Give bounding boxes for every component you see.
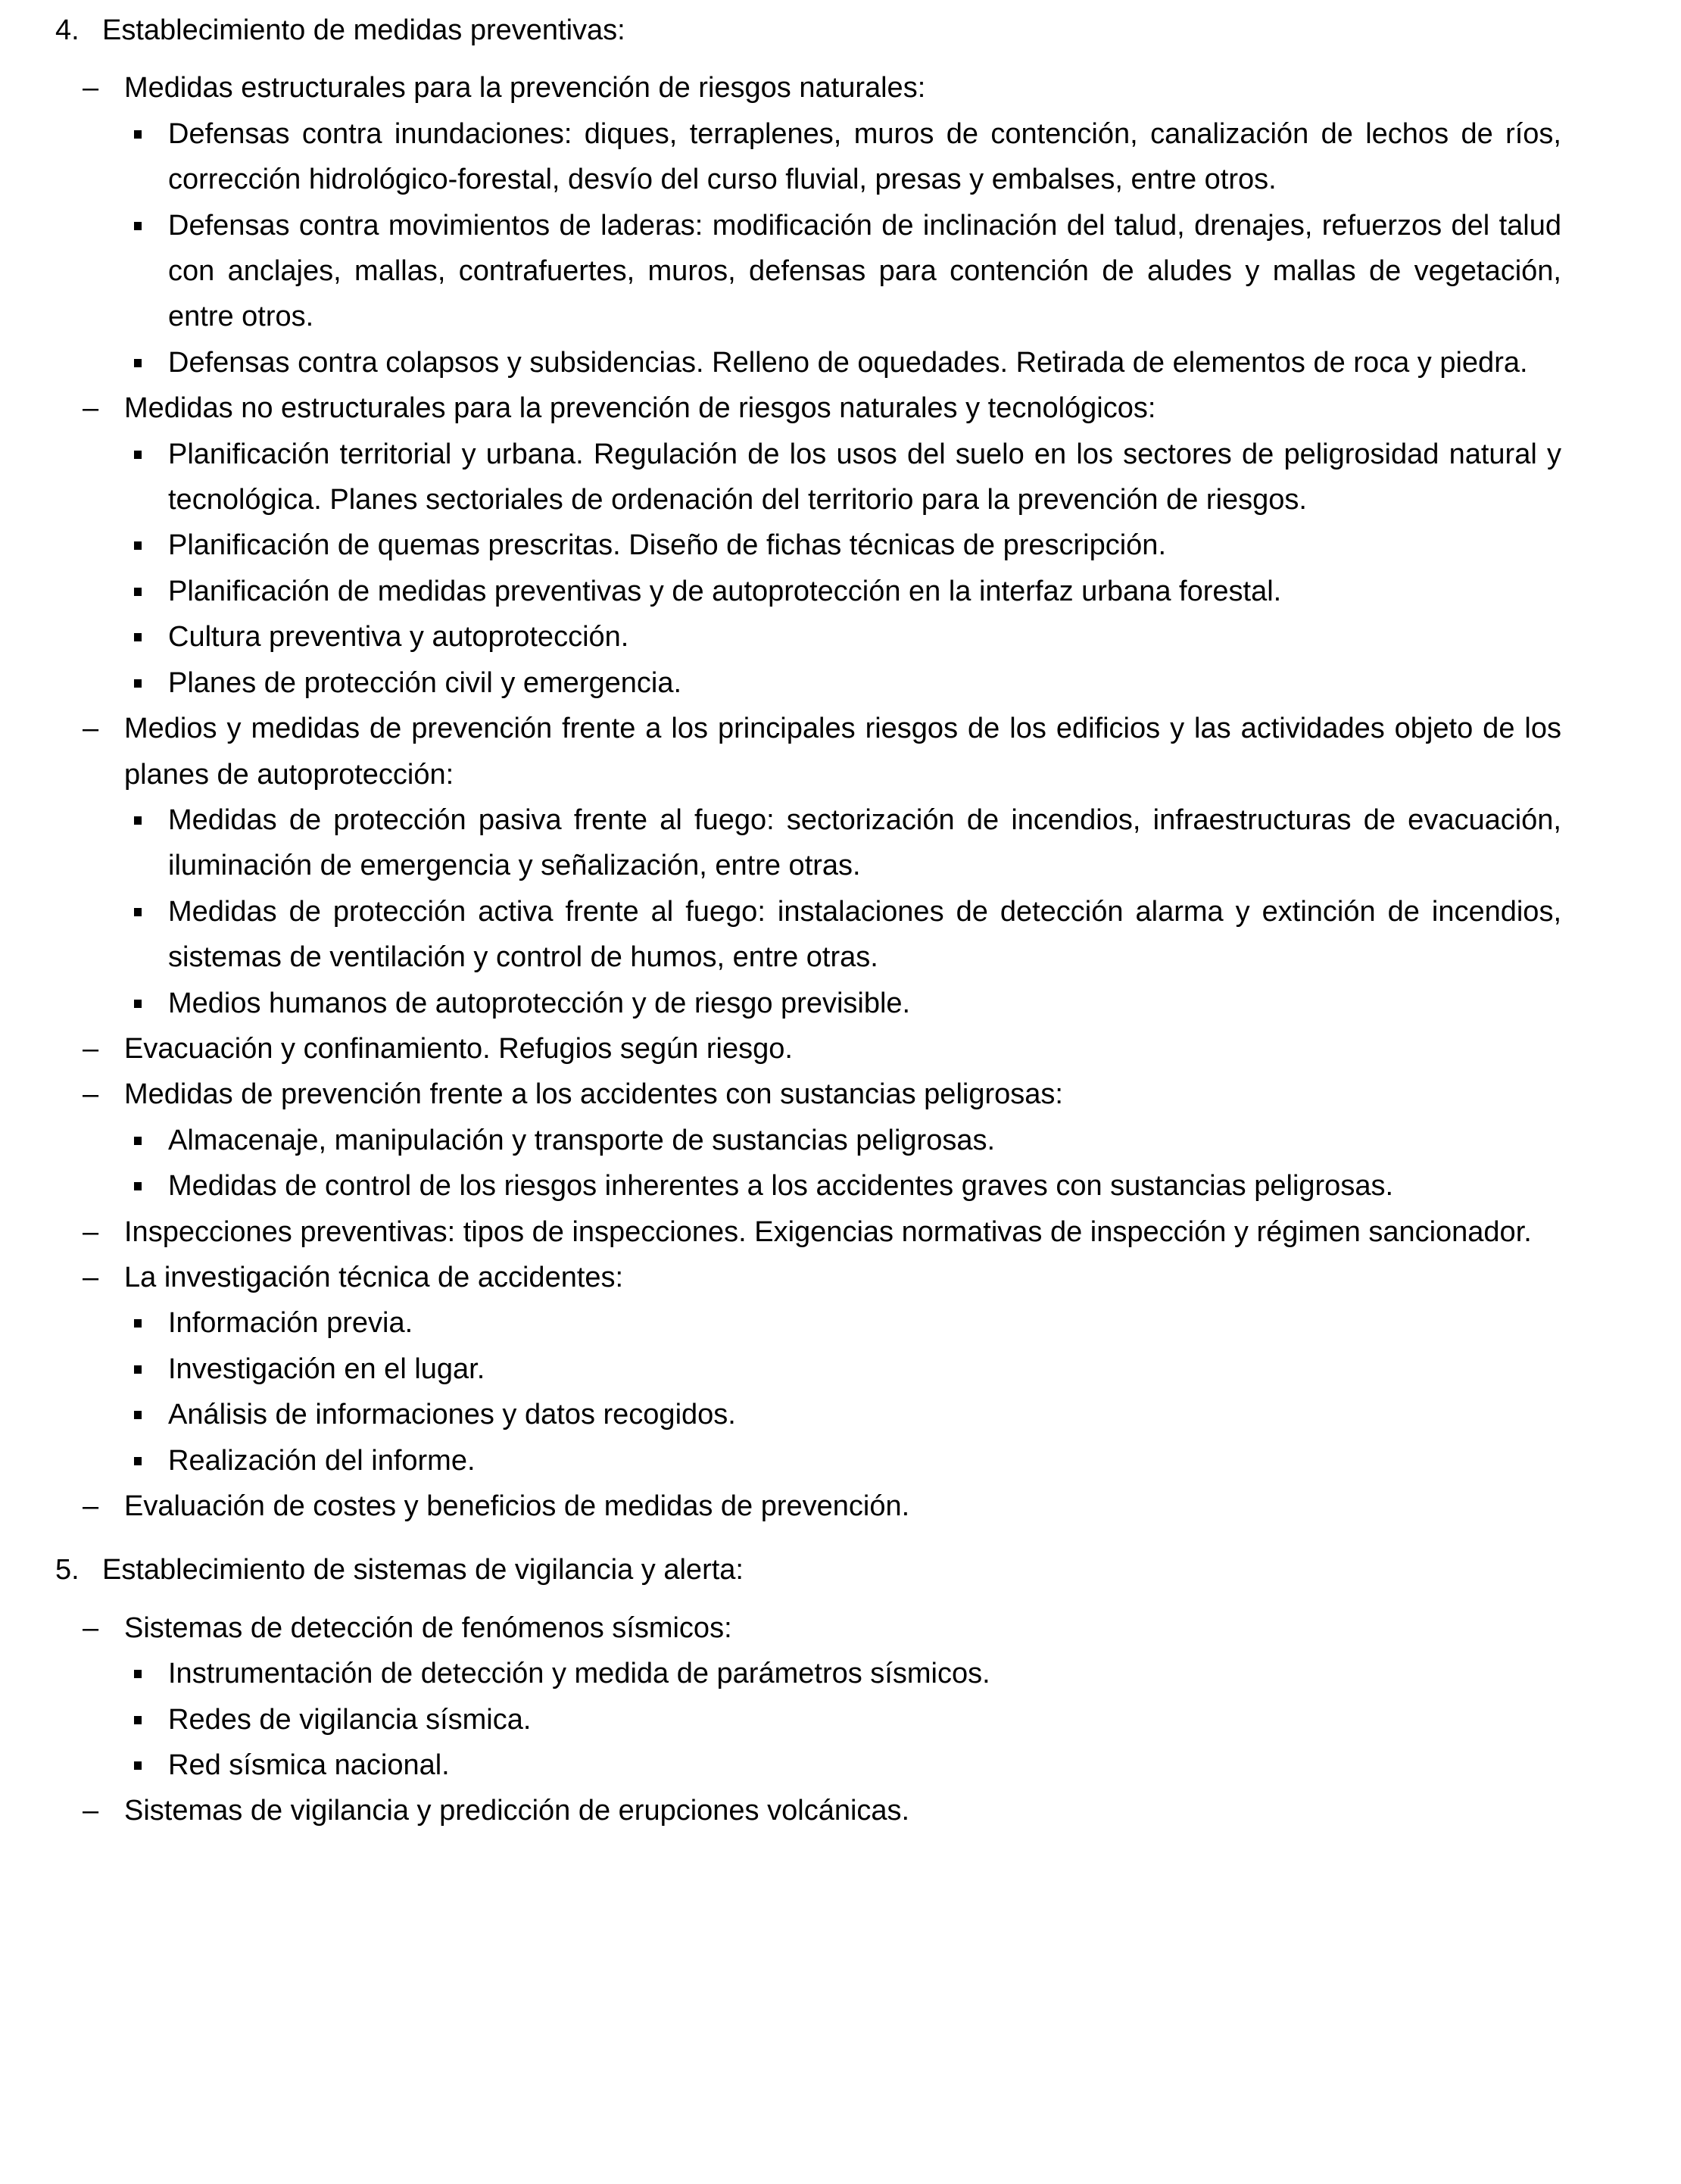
square-bullet-icon: [134, 359, 142, 367]
bullet-item-text: Investigación en el lugar.: [168, 1353, 485, 1385]
document-page: [0, 8, 1681, 1834]
bullet-item-text: Defensas contra movimientos de laderas: modificación de inclinación del talud, drenajes, refuerzos del talud con anclajes, mallas, contrafuertes, muros, defensas para contención de aludes y mallas de vegetación, entre otros.: [168, 209, 1561, 333]
bullet-item: [124, 340, 1561, 385]
bullet-item-text: Redes de vigilancia sísmica.: [168, 1703, 532, 1736]
bullet-item: [124, 660, 1561, 706]
bullet-item: [124, 1300, 1561, 1346]
bullet-item: [124, 1697, 1561, 1743]
section-number: 5.: [55, 1554, 80, 1587]
square-bullet-icon: [134, 633, 142, 641]
bullet-item: [124, 1346, 1561, 1392]
bullet-item-text: Medidas de protección activa frente al fuego: instalaciones de detección alarma y extinción de incendios, sistemas de ventilación y control de humos, entre otras.: [168, 895, 1561, 974]
dash-item-text: Inspecciones preventivas: tipos de inspecciones. Exigencias normativas de inspección y régimen sancionador.: [124, 1215, 1532, 1248]
bullet-item-text: Información previa.: [168, 1307, 413, 1340]
section: [0, 8, 1561, 1529]
square-bullet-icon: [134, 679, 142, 688]
dash-item: [83, 1605, 1561, 1789]
section-title: Establecimiento de medidas preventivas:: [102, 14, 625, 46]
bullet-item-text: Planificación de quemas prescritas. Diseño de fichas técnicas de prescripción.: [168, 529, 1166, 562]
section-title: Establecimiento de sistemas de vigilancia y alerta:: [102, 1554, 744, 1587]
bullet-item-text: Planificación de medidas preventivas y de autoprotección en la interfaz urbana forestal.: [168, 575, 1282, 607]
dash-item-text: Evaluación de costes y beneficios de medidas de prevención.: [124, 1490, 910, 1522]
square-bullet-icon: [134, 451, 142, 459]
bullet-item-text: Análisis de informaciones y datos recogidos.: [168, 1399, 736, 1431]
square-bullet-icon: [134, 588, 142, 596]
square-bullet-icon: [134, 541, 142, 550]
bullet-item: [124, 889, 1561, 981]
bullet-item-text: Medidas de protección pasiva frente al fuego: sectorización de incendios, infraestructuras de evacuación, iluminación de emergencia y señalización, entre otras.: [168, 803, 1561, 882]
dash-item-text: Medidas no estructurales para la prevención de riesgos naturales y tecnológicos:: [124, 392, 1156, 425]
dash-marker: –: [83, 1078, 99, 1111]
dash-item: [83, 385, 1561, 706]
section: [0, 1547, 1561, 1833]
dash-marker: –: [83, 1795, 99, 1827]
bullet-item-text: Instrumentación de detección y medida de parámetros sísmicos.: [168, 1658, 990, 1690]
section-number: 4.: [55, 14, 80, 46]
dash-item: [83, 1209, 1561, 1255]
dash-item-text: Evacuación y confinamiento. Refugios según riesgo.: [124, 1032, 793, 1065]
square-bullet-icon: [134, 1761, 142, 1770]
dash-item: [83, 1484, 1561, 1529]
bullet-item: [124, 1651, 1561, 1696]
bullet-item: [124, 432, 1561, 523]
bullet-item: [124, 981, 1561, 1026]
square-bullet-icon: [134, 1000, 142, 1008]
bullet-item-text: Planificación territorial y urbana. Regulación de los usos del suelo en los sectores de peligrosidad natural y tecnológica. Planes sectoriales de ordenación del territorio para la prevención de riesgos.: [168, 438, 1561, 516]
dash-marker: –: [83, 1611, 99, 1644]
bullet-item: [124, 203, 1561, 340]
square-bullet-icon: [134, 1137, 142, 1145]
bullet-item-text: Cultura preventiva y autoprotección.: [168, 621, 629, 654]
bullet-item: [124, 1163, 1561, 1209]
bullet-item: [124, 1438, 1561, 1484]
bullet-item-text: Defensas contra colapsos y subsidencias. Relleno de oquedades. Retirada de elementos de roca y piedra.: [168, 346, 1528, 379]
bullet-item-text: Defensas contra inundaciones: diques, terraplenes, muros de contención, canalización de lechos de ríos, corrección hidrológico-forestal, desvío del curso fluvial, presas y embalses, entre otros.: [168, 117, 1561, 196]
dash-item-text: Sistemas de vigilancia y predicción de erupciones volcánicas.: [124, 1795, 910, 1827]
square-bullet-icon: [134, 1319, 142, 1328]
bullet-item-text: Planes de protección civil y emergencia.: [168, 666, 682, 699]
bullet-item: [124, 797, 1561, 889]
dash-item: [83, 1788, 1561, 1833]
square-bullet-icon: [134, 1670, 142, 1678]
bullet-item-text: Medios humanos de autoprotección y de riesgo previsible.: [168, 987, 911, 1019]
dash-item-text: Medios y medidas de prevención frente a los principales riesgos de los edificios y las actividades objeto de los planes de autoprotección:: [124, 713, 1561, 791]
dash-marker: –: [83, 713, 99, 745]
square-bullet-icon: [134, 1411, 142, 1419]
bullet-item: [124, 569, 1561, 614]
square-bullet-icon: [134, 908, 142, 916]
bullet-item: [124, 523, 1561, 568]
dash-item: [83, 1072, 1561, 1209]
square-bullet-icon: [134, 1365, 142, 1374]
bullet-item: [124, 614, 1561, 660]
square-bullet-icon: [134, 1457, 142, 1465]
dash-item: [83, 1026, 1561, 1072]
bullet-item-text: Almacenaje, manipulación y transporte de sustancias peligrosas.: [168, 1124, 996, 1156]
bullet-item: [124, 1118, 1561, 1163]
square-bullet-icon: [134, 130, 142, 139]
dash-item: [83, 65, 1561, 385]
square-bullet-icon: [134, 816, 142, 825]
bullet-item: [124, 1392, 1561, 1437]
square-bullet-icon: [134, 1182, 142, 1190]
dash-marker: –: [83, 72, 99, 105]
bullet-item-text: Realización del informe.: [168, 1444, 476, 1477]
bullet-item: [124, 111, 1561, 203]
dash-item: [83, 1255, 1561, 1484]
bullet-item: [124, 1743, 1561, 1788]
dash-marker: –: [83, 392, 99, 425]
bullet-item-text: Medidas de control de los riesgos inherentes a los accidentes graves con sustancias peligrosas.: [168, 1170, 1394, 1203]
dash-marker: –: [83, 1215, 99, 1248]
dash-marker: –: [83, 1261, 99, 1293]
square-bullet-icon: [134, 1716, 142, 1724]
dash-item-text: Sistemas de detección de fenómenos sísmicos:: [124, 1611, 732, 1644]
dash-item-text: La investigación técnica de accidentes:: [124, 1261, 624, 1293]
dash-item: [83, 706, 1561, 1026]
square-bullet-icon: [134, 222, 142, 230]
dash-marker: –: [83, 1490, 99, 1522]
dash-item-text: Medidas estructurales para la prevención de riesgos naturales:: [124, 72, 926, 105]
dash-marker: –: [83, 1032, 99, 1065]
bullet-item-text: Red sísmica nacional.: [168, 1749, 450, 1782]
dash-item-text: Medidas de prevención frente a los accidentes con sustancias peligrosas:: [124, 1078, 1063, 1111]
